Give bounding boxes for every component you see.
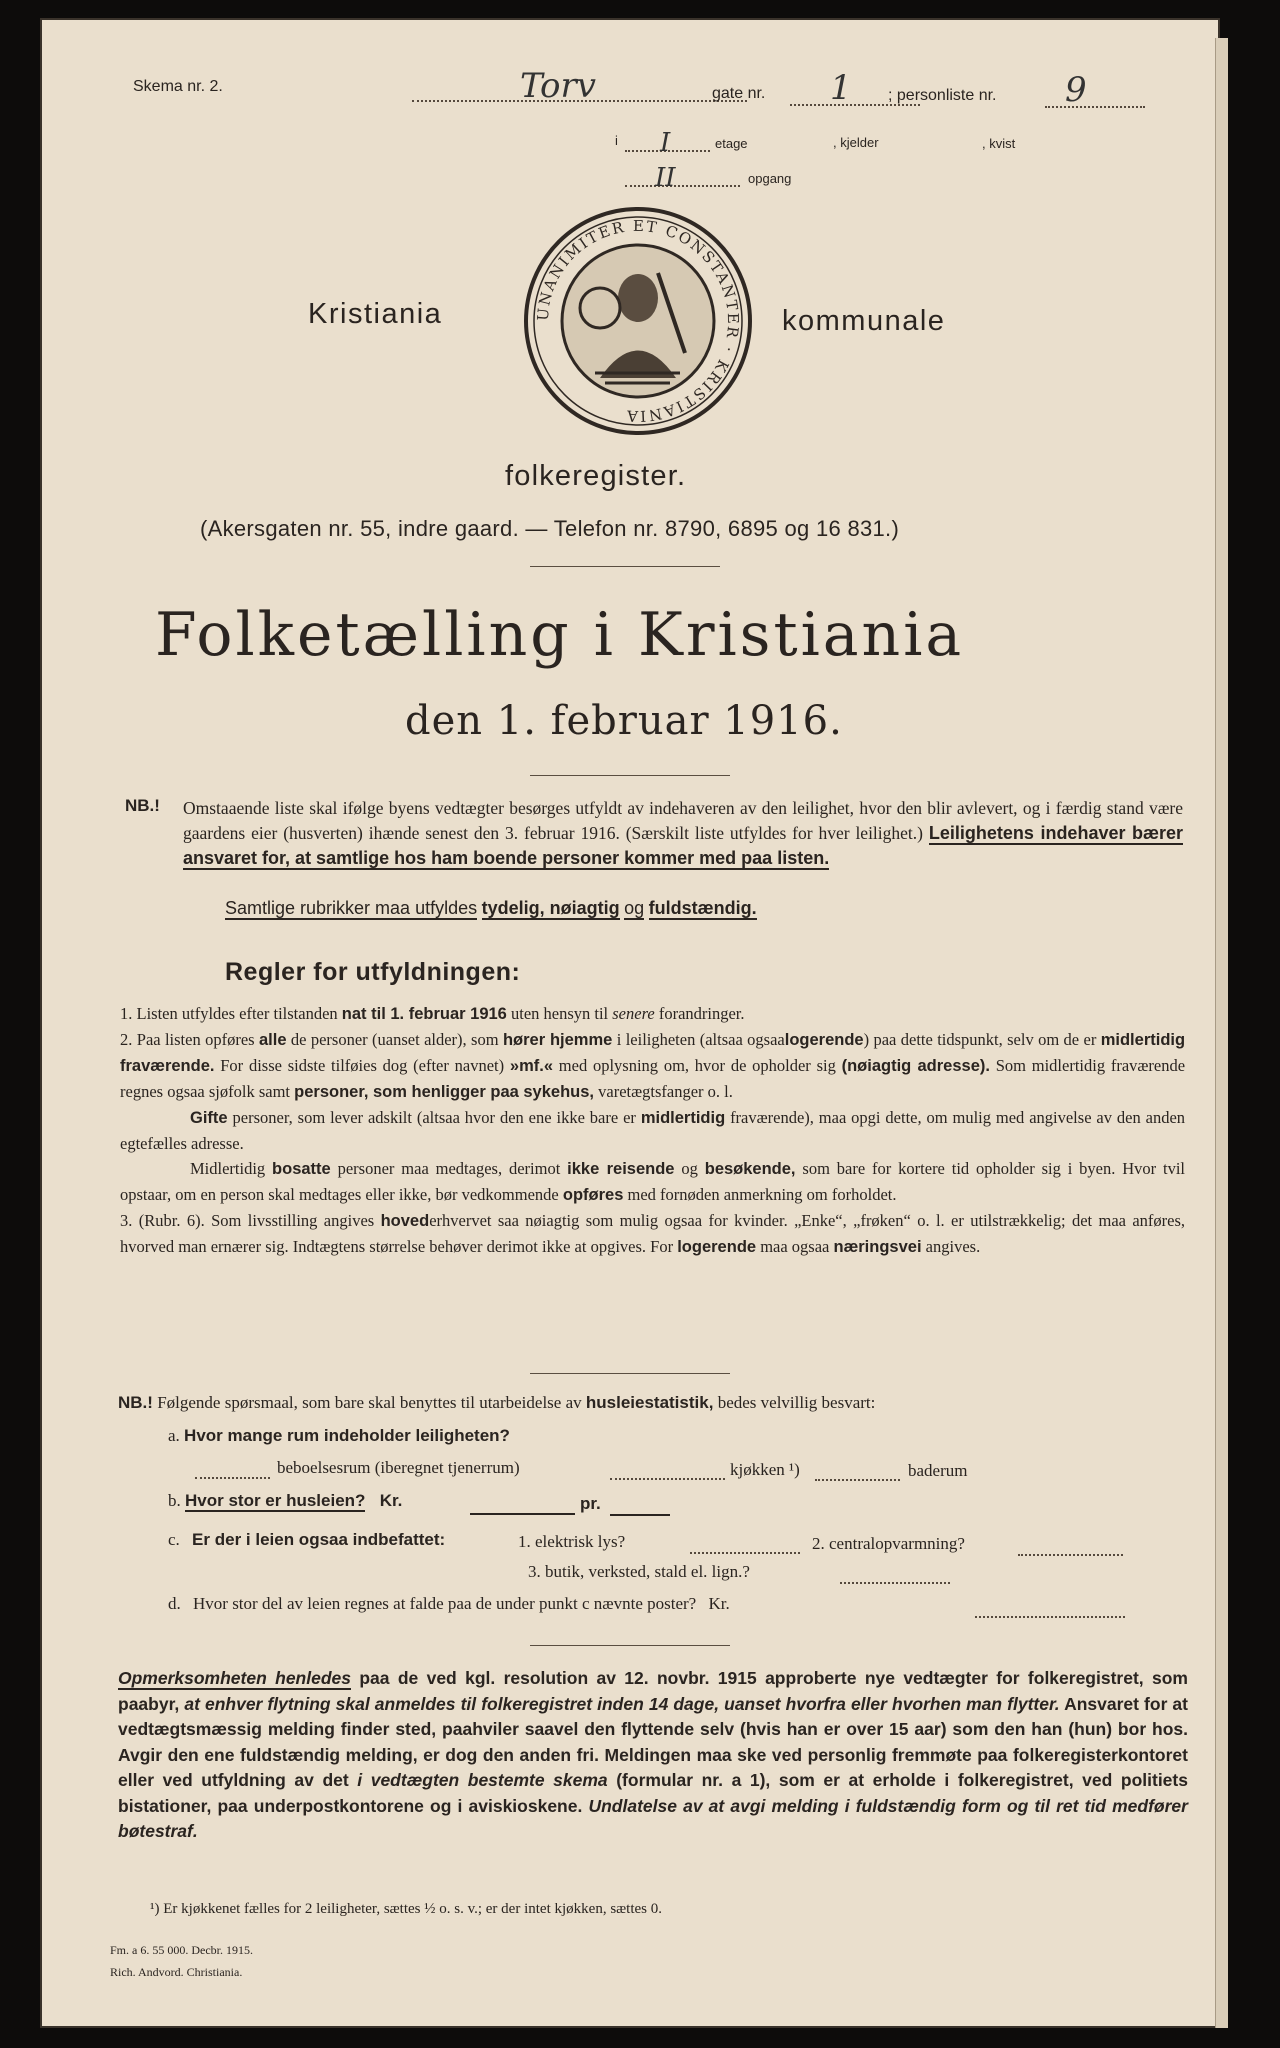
question-a — [168, 1426, 510, 1446]
rule-1b: nat til 1. februar 1916 — [341, 1005, 507, 1023]
opgang-handwritten: II — [655, 163, 676, 193]
personliste-label: ; personliste nr. — [888, 87, 997, 104]
question-c1: 1. elektrisk lys? — [518, 1532, 626, 1551]
divider-4 — [530, 1645, 730, 1646]
rule-3-num: 3. — [120, 1211, 133, 1230]
etage-label: etage — [715, 136, 748, 151]
rent-per-label: pr. — [580, 1494, 601, 1513]
rule-2d: hører hjemme — [502, 1031, 613, 1049]
rule-2r: midlertidig — [640, 1109, 726, 1127]
rules-list — [120, 1001, 1185, 1260]
rule-1d: senere — [612, 1004, 655, 1023]
rule-2t: Midlertidig — [190, 1159, 266, 1178]
opgang-line — [625, 185, 740, 187]
rule-2p: Gifte — [190, 1109, 228, 1127]
nb2-intro-a: Følgende spørsmaal, som bare skal benyttes til utarbeidelse av — [157, 1393, 582, 1412]
question-b-text: Hvor stor er husleien? — [185, 1491, 366, 1510]
imprint-line-2: Rich. Andvord. Christiania. — [110, 1965, 243, 1979]
rule-3f: næringsvei — [833, 1238, 922, 1256]
page-edge — [1215, 38, 1228, 2028]
rule-3d: logerende — [677, 1238, 757, 1256]
rule-2-gifte — [120, 1105, 1185, 1156]
rule-2c: de personer (uanset alder), som — [290, 1030, 499, 1049]
skema-label: Skema nr. 2. — [133, 78, 223, 95]
question-a-letter: a. — [168, 1426, 180, 1445]
rule-2v: personer maa medtages, derimot — [337, 1159, 561, 1178]
office-name: folkeregister. — [505, 460, 687, 492]
rule-1-num: 1. — [120, 1004, 133, 1023]
opgang-label: opgang — [748, 171, 792, 186]
imprint-line-1: Fm. a 6. 55 000. Decbr. 1915. — [110, 1943, 253, 1957]
rule-2n: personer, som henligger paa sykehus, — [294, 1083, 595, 1101]
rule-2k: med oplysning om, hvor de opholder sig — [558, 1056, 836, 1075]
rooms-label: beboelsesrum (iberegnet tjenerrum) — [277, 1458, 520, 1477]
gate-handwritten: 1 — [830, 68, 852, 108]
rule-2 — [120, 1027, 1185, 1105]
rule-2aa: opføres — [562, 1186, 624, 1204]
rule-2x: og — [681, 1159, 698, 1178]
rule-3c: erhvervet saa nøiagtig som mulig ogsaa for kvinder. „Enke“, „frøken“ o. l. er utilstrækkelig; det maa anføres, hvorved man ernærer sig. Indtægtens størrelse behøver derimot ikke at opgives. For — [120, 1211, 1186, 1256]
question-c2: 2. centralopvarmning? — [812, 1534, 965, 1553]
nb1-bold: Leilighetens indehaver bærer ansvaret for, at samtlige hos ham boende personer kommer med paa listen. — [183, 823, 1184, 868]
notice-t3: Ansvaret for at vedtægtsmæssig melding finder sted, paahviler saavel den flyttende selv (hvis han er over 15 aar) som den han (hun) bor hos. Avgir den ene fuldstændig melding, er dog den anden fri. Meldingen maa ske ved personlig fremmøte paa folkeregisterkontoret eller ved utfyldning av det — [118, 1693, 1188, 1790]
seal-right-text: kommunale — [782, 305, 946, 337]
document-title: Folketælling i Kristiania — [155, 600, 965, 670]
census-form — [40, 18, 1220, 2028]
question-d — [168, 1594, 730, 1614]
nb1-line2c: og — [624, 898, 645, 918]
rule-2l: (nøiagtig adresse). — [841, 1057, 990, 1075]
rule-3e: maa ogsaa — [760, 1237, 830, 1256]
question-c3: 3. butik, verksted, stald el. lign.? — [528, 1562, 750, 1581]
rule-2q: personer, som lever adskilt (altsaa hvor den ene ikke bare er — [232, 1108, 636, 1127]
footnote: ¹) Er kjøkkenet fælles for 2 leiligheter, sættes ½ o. s. v.; er der intet kjøkken, sættes 0. — [150, 1901, 662, 1917]
notice-t1: paa de ved kgl. resolution av 12. novbr. 1915 approberte nye vedtægter for folkeregistret, som paabyr, — [118, 1668, 1188, 1714]
nb2-label: NB.! — [118, 1393, 153, 1412]
question-d-kr: Kr. — [708, 1594, 730, 1613]
gate-label: gate nr. — [712, 85, 766, 102]
rule-2-num: 2. — [120, 1030, 133, 1049]
rule-2j: »mf.« — [509, 1057, 554, 1075]
rule-3b: hoved — [380, 1212, 430, 1230]
rule-2u: bosatte — [272, 1160, 331, 1178]
rule-2a: Paa listen opføres — [136, 1030, 255, 1049]
question-b — [168, 1491, 402, 1511]
document-subtitle: den 1. februar 1916. — [405, 698, 843, 744]
divider-3 — [530, 1373, 730, 1374]
kitchen-label: kjøkken ¹) — [730, 1460, 800, 1479]
street-handwritten: Torv — [520, 66, 596, 106]
c2-field[interactable] — [1018, 1554, 1123, 1556]
office-address: (Akersgaten nr. 55, indre gaard. — Telefon nr. 8790, 6895 og 16 831.) — [200, 516, 900, 541]
notice-lead: Opmerksomheten henledes — [118, 1668, 351, 1688]
rule-3 — [120, 1208, 1185, 1260]
notice-t2: at enhver flytning skal anmeldes til folkeregistret inden 14 dage, uanset hvorfra eller hvorhen man flytter. — [184, 1693, 1060, 1714]
rule-2i: For disse sidste tilføies dog (efter navnet) — [220, 1056, 505, 1075]
seal-left-text: Kristiania — [308, 298, 443, 330]
i-label: i — [615, 133, 618, 148]
notice-t6: Undlatelse av at avgi melding i fuldstændig form og til ret tid medfører bøtestraf. — [118, 1795, 1188, 1841]
question-b-kr: Kr. — [379, 1491, 403, 1510]
rule-2h: midlertidig fraværende. — [120, 1031, 1186, 1075]
nb2-intro-b: husleiestatistik, — [585, 1393, 714, 1412]
seal-ring-text: UNANIMITER ET CONSTANTER · KRISTIANIA — [533, 216, 743, 426]
nb1-line2b: tydelig, nøiagtig — [481, 898, 620, 918]
rule-2o: varetægtsfanger o. l. — [598, 1082, 733, 1101]
rule-2f: logerende — [784, 1031, 864, 1049]
personliste-line — [1045, 106, 1145, 108]
rule-2e: i leiligheten (altsaa ogsaa — [616, 1030, 785, 1049]
rule-2g: ) paa dette tidspunkt, selv om de er — [863, 1030, 1097, 1049]
kvist-label: , kvist — [982, 136, 1016, 151]
rule-2-bosatte — [120, 1156, 1185, 1208]
notice-t5: (formular nr. a 1), som er at erholde i folkeregistret, ved politiets bistationer, paa underpostkontorene og i aviskioskene. — [118, 1770, 1188, 1816]
rule-2y: besøkende, — [704, 1160, 796, 1178]
bath-field[interactable] — [815, 1479, 900, 1481]
question-b-letter: b. — [168, 1491, 181, 1510]
d-field[interactable] — [975, 1616, 1125, 1618]
notice-paragraph — [118, 1666, 1188, 1845]
bath-label: baderum — [908, 1461, 968, 1480]
rules-heading: Regler for utfyldningen: — [225, 958, 521, 986]
nb2-intro — [118, 1393, 1188, 1413]
rule-1c: uten hensyn til — [510, 1004, 609, 1023]
rule-1 — [120, 1001, 1185, 1027]
city-seal — [520, 203, 756, 439]
divider-1 — [530, 566, 720, 567]
rule-1e: forandringer. — [658, 1004, 745, 1023]
question-c-letter: c. — [168, 1530, 180, 1549]
question-d-text: Hvor stor del av leien regnes at falde paa de under punkt c nævnte poster? — [193, 1594, 697, 1613]
rooms-field[interactable] — [195, 1477, 270, 1479]
nb1-label: NB.! — [125, 796, 160, 815]
rule-2ab: med fornøden anmerkning om forholdet. — [627, 1185, 897, 1204]
question-c-text: Er der i leien ogsaa indbefattet: — [192, 1530, 446, 1549]
nb1-line2d: fuldstændig. — [648, 898, 757, 918]
rule-3g: angives. — [925, 1237, 981, 1256]
c3-field[interactable] — [840, 1582, 950, 1584]
nb1-text: Omstaaende liste skal ifølge byens vedtægter besørges utfyldt av indehaveren av den leilighet, hvor den blir avlevert, og i færdig stand være gaardens eier (husverten) ihænde senest den 3. februar 1916. (Særskilt liste utfyldes for hver leilighet.) — [183, 798, 1183, 843]
rule-2s: fraværende), maa opgi dette, om mulig med angivelse av den anden egtefælles adresse. — [120, 1108, 1186, 1153]
divider-2 — [530, 775, 730, 776]
rule-3a: (Rubr. 6). Som livsstilling angives — [138, 1211, 375, 1230]
kitchen-field[interactable] — [610, 1478, 725, 1480]
nb2-intro-c: bedes velvillig besvart: — [717, 1393, 876, 1412]
nb1-line2a: Samtlige rubrikker maa utfyldes — [225, 898, 478, 918]
c1-field[interactable] — [690, 1552, 800, 1554]
notice-t4: i vedtægten bestemte skema — [357, 1770, 608, 1790]
rule-2b: alle — [258, 1031, 287, 1049]
rent-period-field[interactable] — [610, 1514, 670, 1516]
personliste-handwritten: 9 — [1065, 70, 1087, 110]
rule-2w: ikke reisende — [567, 1160, 675, 1178]
nb1-line2 — [225, 898, 757, 919]
rule-2z: som bare for kortere tid opholder sig i byen. Hvor tvil opstaar, om en person skal medtages eller ikke, bør vedkommende — [120, 1159, 1186, 1204]
rent-amount-field[interactable] — [470, 1513, 575, 1515]
rule-2m: Som midlertidig fraværende regnes ogsaa sjøfolk samt — [120, 1056, 1186, 1101]
rule-1a: Listen utfyldes efter tilstanden — [136, 1004, 338, 1023]
question-d-letter: d. — [168, 1594, 181, 1613]
nb1-paragraph — [183, 796, 1183, 871]
etage-handwritten: I — [660, 128, 671, 158]
kjelder-label: , kjelder — [833, 135, 879, 150]
question-a-text: Hvor mange rum indeholder leiligheten? — [184, 1426, 510, 1445]
question-c — [168, 1530, 445, 1550]
